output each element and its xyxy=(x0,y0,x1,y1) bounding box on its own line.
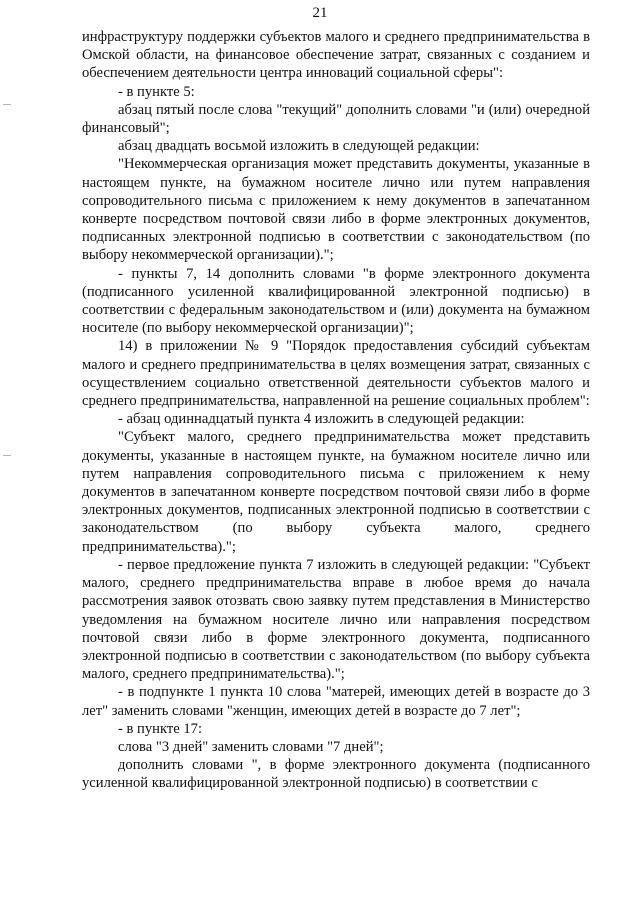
paragraph: дополнить словами ", в форме электронного документа (подписанного усиленной квалифицированной электронной подписью) в соответствии с xyxy=(82,757,590,792)
paragraph: слова "3 дней" заменить словами "7 дней"; xyxy=(118,738,384,755)
paragraph: - в пункте 5: xyxy=(118,83,195,100)
paragraph: абзац двадцать восьмой изложить в следующей редакции: xyxy=(118,138,480,155)
paragraph: "Субъект малого, среднего предпринимательства может представить документы, указанные в настоящем пункте, на бумажном носителе лично или путем направления сопроводительного письма с приложением к нему документов в запечатанном конверте посредством почтовой связи либо в форме электронных документов, подписанных электронной подписью в соответствии с законодательством (по выбору субъекта малого, среднего предпринимательства)."; xyxy=(82,429,590,555)
paragraph: - в пункте 17: xyxy=(118,720,203,737)
scan-mark xyxy=(3,455,11,456)
paragraph: инфраструктуру поддержки субъектов малого и среднего предпринимательства в Омской области, на финансовое обеспечение затрат, связанных с созданием и обеспечением деятельности центра инноваций социальной сферы": xyxy=(82,29,590,82)
paragraph: "Некоммерческая организация может представить документы, указанные в настоящем пункте, на бумажном носителе лично или путем направления сопроводительного письма с приложением к нему документов в запечатанном конверте посредством почтовой связи либо в форме электронных документов, подписанных электронной подписью в соответствии с законодательством (по выбору некоммерческой организации)."; xyxy=(82,156,590,264)
document-body xyxy=(82,28,590,793)
paragraph: абзац пятый после слова "текущий" дополнить словами "и (или) очередной финансовый"; xyxy=(82,101,590,137)
paragraph: - абзац одиннадцатый пункта 4 изложить в следующей редакции: xyxy=(118,411,525,428)
paragraph: - пункты 7, 14 дополнить словами "в форме электронного документа (подписанного усиленной квалифицированной электронной подписью) в соответствии с федеральным законодательством и (или) документа на бумажном носителе (по выбору некоммерческой организации)"; xyxy=(82,265,590,337)
paragraph: - первое предложение пункта 7 изложить в следующей редакции: "Субъект малого, среднего предпринимательства вправе в любое время до начала рассмотрения заявок отозвать свою заявку путем представления в Министерство уведомления на бумажном носителе лично или направления посредством почтовой связи либо в форме электронного документа, подписанного электронной подписью в соответствии с законодательством (по выбору субъекта малого, среднего предпринимательства)."; xyxy=(82,556,590,683)
page-number: 21 xyxy=(312,5,328,21)
paragraph: 14) в приложении № 9 "Порядок предоставления субсидий субъектам малого и среднего предпринимательства в целях возмещения затрат, связанных с осуществлением социально ответственной деятельности субъектов малого и среднего предпринимательства, направленной на решение социальных проблем": xyxy=(82,338,590,410)
scan-mark xyxy=(3,104,11,105)
paragraph: - в подпункте 1 пункта 10 слова "матерей, имеющих детей в возрасте до 3 лет" заменить словами "женщин, имеющих детей в возрасте до 7 лет"; xyxy=(82,684,590,719)
